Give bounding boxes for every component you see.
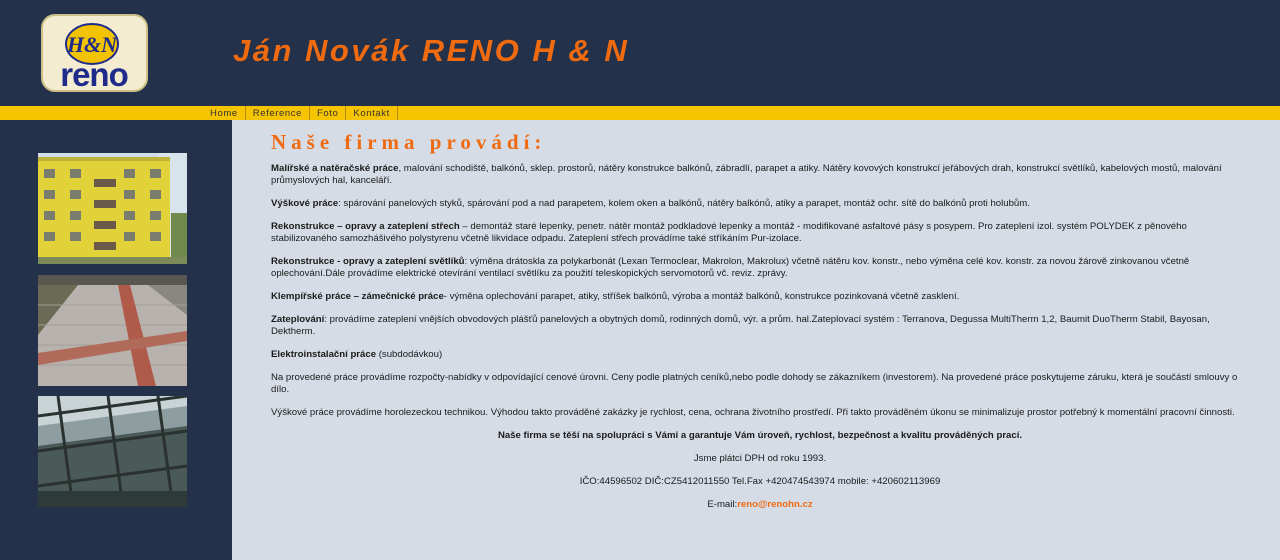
service-metalwork: Klempířské práce – zámečnické práce- výměna oplechování parapet, atiky, stříšek balkónů, výroba a montáž balkónů, konstrukce pozinkovaná včetně zasklení. xyxy=(271,291,960,302)
services-text xyxy=(271,163,1249,522)
header xyxy=(0,0,1280,106)
site-title: Ján Novák RENO H & N xyxy=(233,33,630,68)
service-electrical: Elektroinstalační práce (subdodávkou) xyxy=(271,349,443,360)
nav-item-foto[interactable]: Foto xyxy=(310,106,346,120)
email-line xyxy=(271,499,1249,511)
nav-item-kontakt[interactable]: Kontakt xyxy=(346,106,397,120)
nav-bar xyxy=(0,106,1280,120)
email-label: E-mail: xyxy=(707,499,738,510)
logo-text-bottom: reno xyxy=(60,56,128,90)
main-content xyxy=(232,120,1280,560)
climbing-paragraph: Výškové práce provádíme horolezeckou technikou. Výhodou takto prováděné zakázky je rychlost, cena, ochrana životního prostředí. Při takto prováděném úkonu se minimalizuje prostor potřebný k momentální pracovní činnosti. xyxy=(271,407,1235,418)
logo-text-top: H&N xyxy=(66,32,118,57)
photo-apartment-building[interactable] xyxy=(38,153,187,264)
logo-graphic xyxy=(43,16,146,90)
photo-paved-courtyard[interactable] xyxy=(38,275,187,386)
paved-courtyard-icon xyxy=(38,275,187,386)
sidebar xyxy=(0,120,232,560)
nav-item-reference[interactable]: Reference xyxy=(246,106,310,120)
service-high-altitude: Výškové práce: spárování panelových styků, spárování pod a nad parapetem, kolem oken a balkónů, nátěry balkónů, atiky a parapet, montáž ochr. sítě do balkónů proti holubům. xyxy=(271,198,1030,209)
vat-note: Jsme plátci DPH od roku 1993. xyxy=(693,453,827,464)
service-insulation: Zateplování: provádíme zateplení vnějších obvodových plášťů panelových a obytných domů, rodinných domů, výr. a prům. hal.Zateplovací systém : Terranova, Degussa MultiTherm 1,2, Baumit DuoTherm Stabil, Bayosan, Dektherm. xyxy=(271,314,1210,337)
nav-item-home[interactable]: Home xyxy=(203,106,246,120)
service-roof-reconstruction: Rekonstrukce – opravy a zateplení střech – demontáž staré lepenky, penetr. nátěr montáž podkladové lepenky a montáž - modifikované asfaltové pásy s posypem. Pro zateplení izol. systém POLYDEK z pěnového stabilizovaného samozhášivého polystyrenu včetně likvidace odpadu. Zateplení střech provádíme také stříkáním Pur-izolace. xyxy=(271,221,1187,244)
main-nav xyxy=(203,106,398,120)
slogan: Naše firma se těší na spolupráci s Vámi a garantuje Vám úroveň, rychlost, bezpečnost a kvalitu prováděných prací. xyxy=(497,430,1023,441)
email-link[interactable]: reno@renohn.cz xyxy=(737,499,813,510)
service-skylight-reconstruction: Rekonstrukce - opravy a zateplení světlíků: výměna drátoskla za polykarbonát (Lexan Termoclear, Makrolon, Makrolux) včetně nátěru kov. konstr., nebo výměna celé kov. konstr. za novou žárově zinkovanou včetně oplechování.Dále provádíme elektrické otevírání ventilací světlíku za použití teleskopických servomotorů vč. reviz. zprávy. xyxy=(271,256,1190,279)
company-logo[interactable] xyxy=(41,14,148,92)
company-ids: IČO:44596502 DIČ:CZ5412011550 Tel.Fax +420474543974 mobile: +420602113969 xyxy=(579,476,941,487)
apartment-building-icon xyxy=(38,153,187,264)
steel-roof-structure-icon xyxy=(38,396,187,507)
service-painting: Malířské a natěračské práce, malování schodiště, balkónů, sklep. prostorů, nátěry konstrukce balkónů, zábradlí, parapet a atiky. Nátěry kovových konstrukcí jeřábových drah, konstrukcí světlíků, kabelových mostů, malování průmyslových hal, kanceláří. xyxy=(271,163,1222,186)
page-heading: Naše firma provádí: xyxy=(271,130,547,154)
photo-steel-roof-structure[interactable] xyxy=(38,396,187,507)
pricing-paragraph: Na provedené práce provádíme rozpočty-nabídky v odpovídající cenové úrovni. Ceny podle platných ceníků,nebo podle dohody se zákazníkem (investorem). Na provedené práce poskytujeme záruku, která je součástí smlouvy o dílo. xyxy=(271,372,1238,395)
